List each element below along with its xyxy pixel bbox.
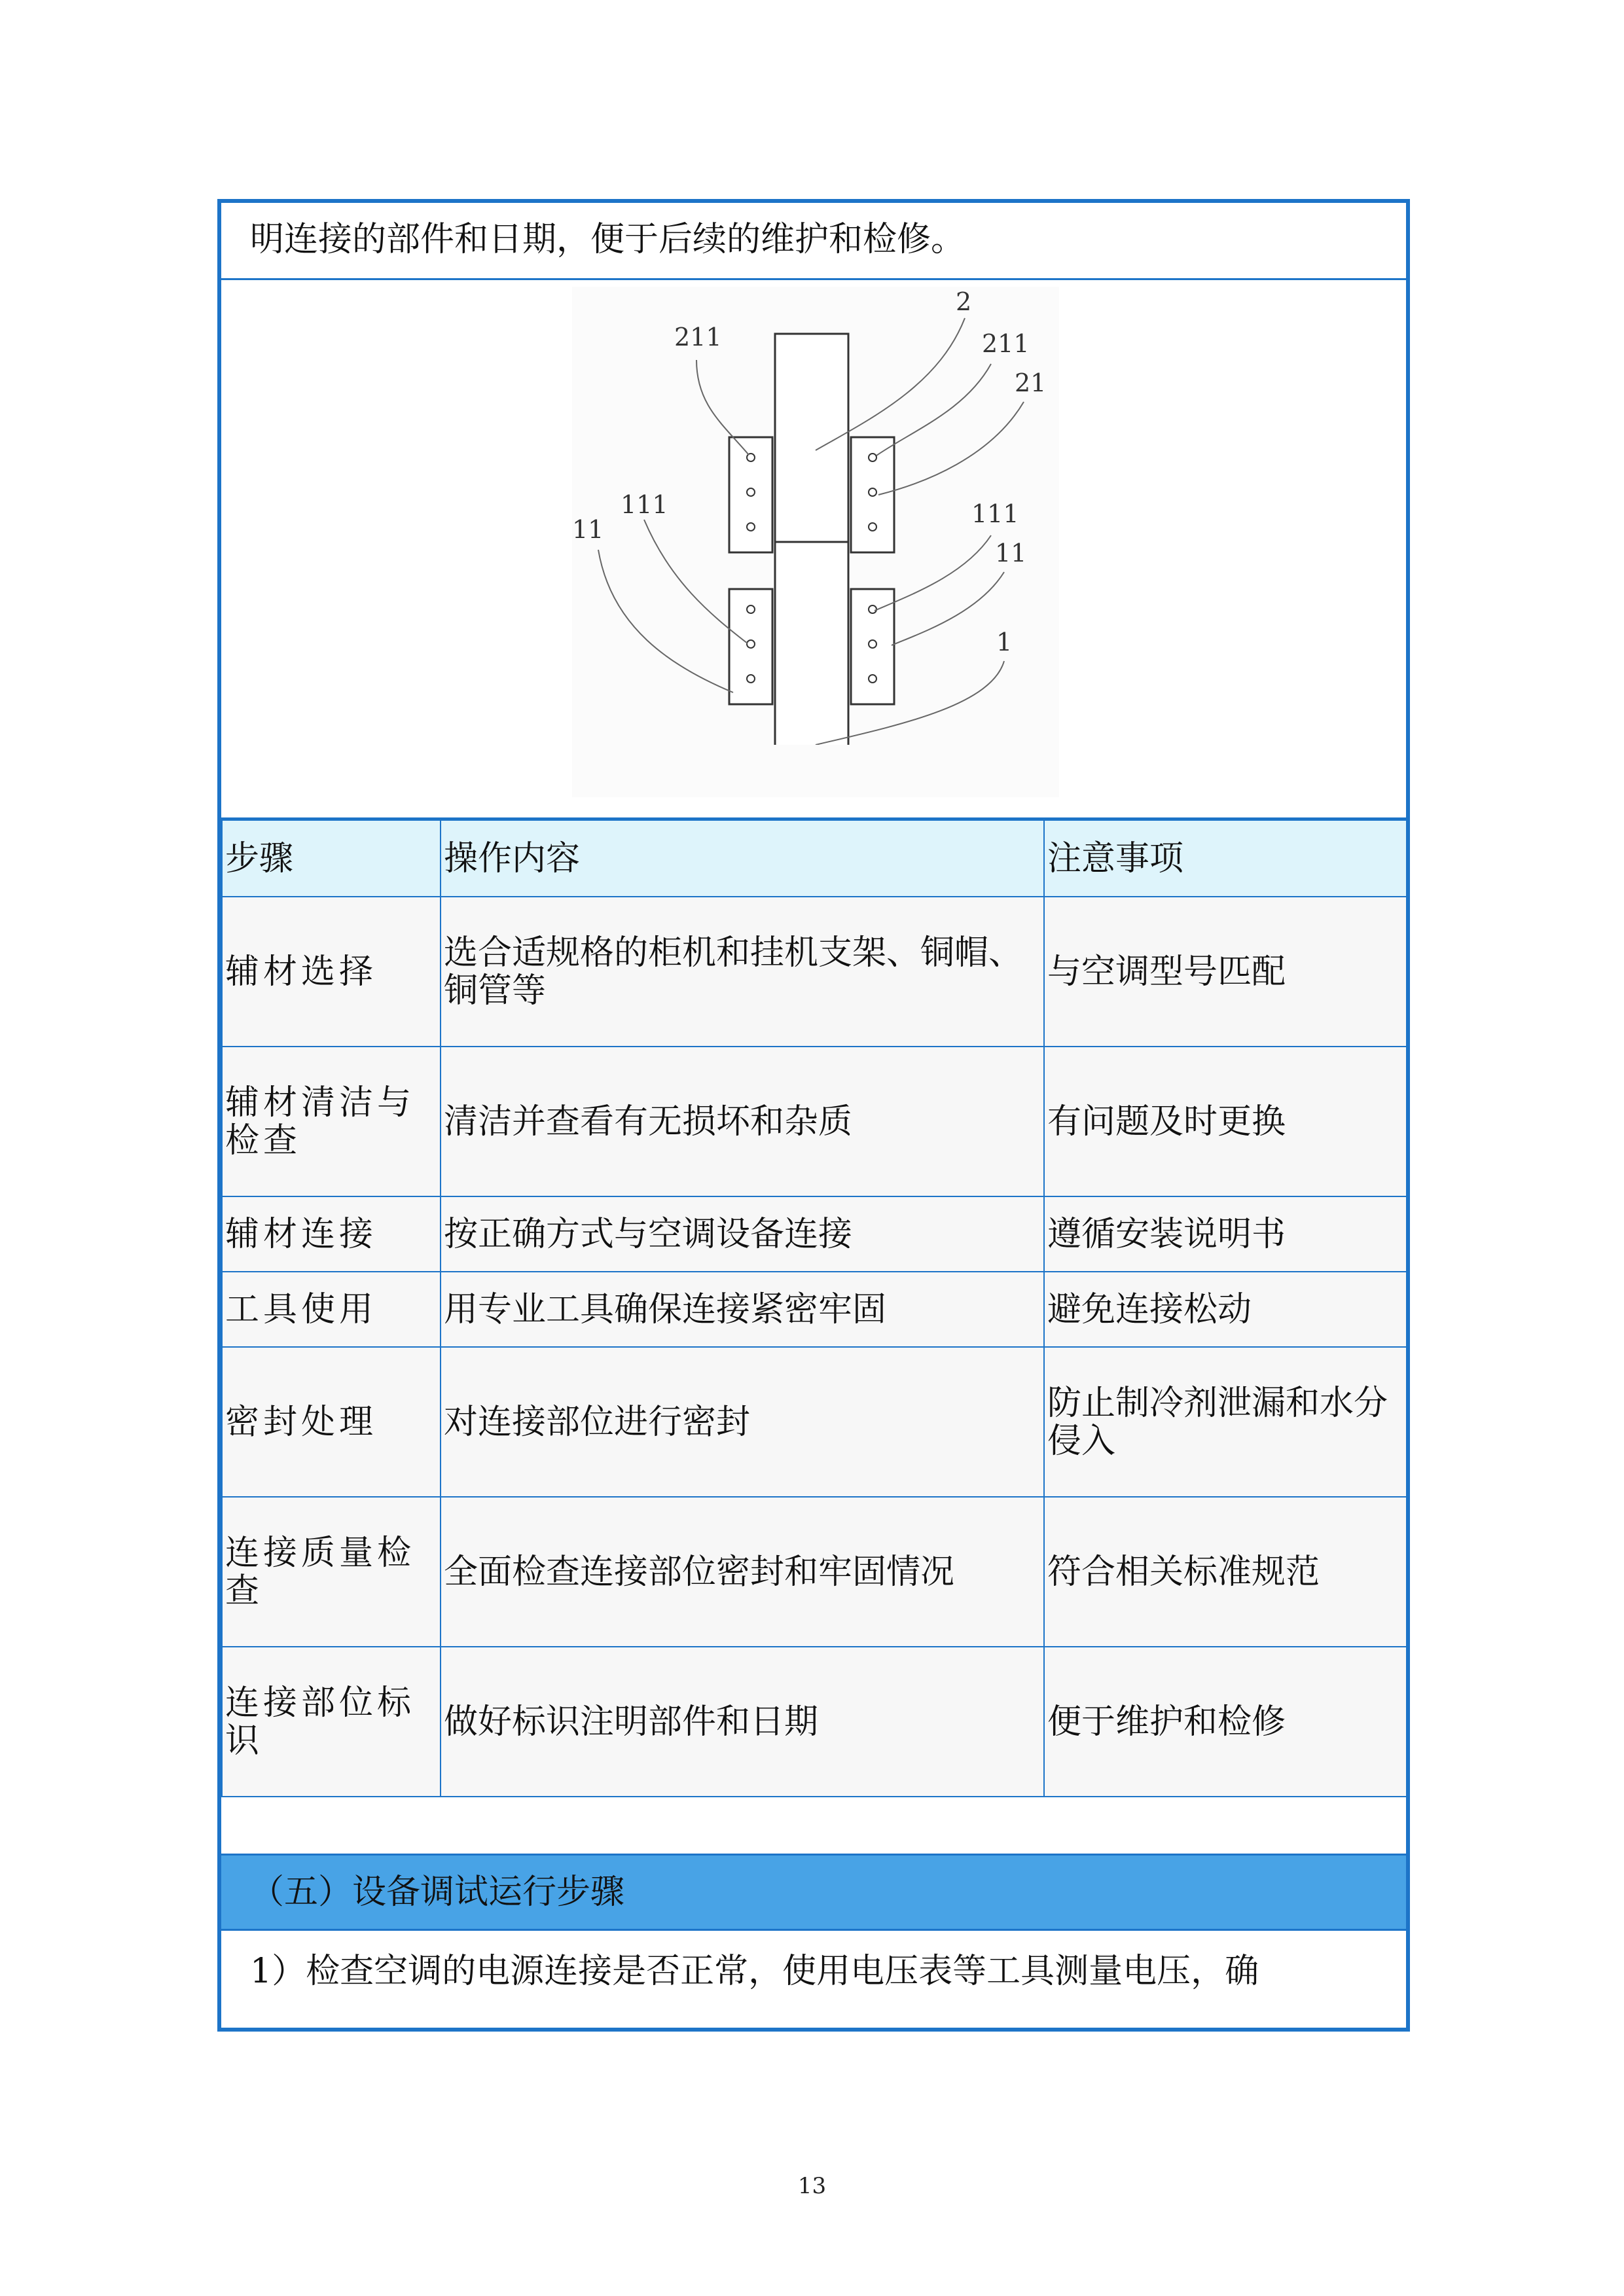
operation-cell: 清洁并查看有无损坏和杂质	[441, 1047, 1044, 1196]
label-2: 2	[956, 287, 972, 316]
table-row	[222, 897, 1407, 1047]
steps-table	[221, 819, 1407, 1797]
notes-cell: 防止制冷剂泄漏和水分侵入	[1044, 1347, 1407, 1497]
operation-cell: 对连接部位进行密封	[441, 1347, 1044, 1497]
notes-cell: 符合相关标准规范	[1044, 1497, 1407, 1647]
notes-cell: 便于维护和检修	[1044, 1647, 1407, 1797]
label-211-right: 211	[982, 329, 1030, 358]
label-111-left: 111	[621, 490, 668, 519]
operation-cell: 选合适规格的柜机和挂机支架、铜帽、铜管等	[441, 897, 1044, 1047]
label-11-right: 11	[995, 539, 1027, 567]
notes-cell: 有问题及时更换	[1044, 1047, 1407, 1196]
table-row	[222, 1497, 1407, 1647]
body-text: 1）检查空调的电源连接是否正常，使用电压表等工具测量电压，确	[250, 1952, 1259, 1991]
step-cell: 连接部位标识	[222, 1647, 441, 1797]
leader-11-right	[892, 572, 1004, 645]
page-number: 13	[797, 2173, 827, 2199]
figure-row	[221, 280, 1406, 819]
label-111-right: 111	[971, 499, 1019, 528]
step-cell: 工具使用	[222, 1272, 441, 1347]
table-row	[222, 1647, 1407, 1797]
step-cell: 辅材连接	[222, 1196, 441, 1272]
label-211-left: 211	[674, 323, 722, 351]
table-header-row	[222, 820, 1407, 897]
table-row	[222, 1347, 1407, 1497]
operation-cell: 用专业工具确保连接紧密牢固	[441, 1272, 1044, 1347]
label-11-left: 11	[572, 515, 604, 544]
header-notes: 注意事项	[1044, 820, 1407, 897]
lower-pipe-1	[775, 542, 848, 745]
notes-cell: 避免连接松动	[1044, 1272, 1407, 1347]
header-step: 步骤	[222, 820, 441, 897]
body-text-row	[221, 1931, 1406, 2028]
label-1: 1	[996, 628, 1013, 656]
leader-21	[878, 402, 1024, 495]
label-21: 21	[1015, 368, 1047, 397]
operation-cell: 全面检查连接部位密封和牢固情况	[441, 1497, 1044, 1647]
continuation-row	[221, 203, 1406, 280]
operation-cell: 按正确方式与空调设备连接	[441, 1196, 1044, 1272]
table-row	[222, 1047, 1407, 1196]
continuation-text: 明连接的部件和日期，便于后续的维护和检修。	[250, 220, 965, 259]
table-row	[222, 1272, 1407, 1347]
connection-diagram	[572, 287, 1059, 745]
document-table-frame	[217, 199, 1410, 2032]
step-cell: 辅材清洁与检查	[222, 1047, 441, 1196]
step-cell: 密封处理	[222, 1347, 441, 1497]
step-cell: 辅材选择	[222, 897, 441, 1047]
section-title: （五）设备调试运行步骤	[250, 1873, 625, 1912]
notes-cell: 遵循安装说明书	[1044, 1196, 1407, 1272]
header-operation: 操作内容	[441, 820, 1044, 897]
operation-cell: 做好标识注明部件和日期	[441, 1647, 1044, 1797]
leader-11-left	[598, 550, 733, 692]
figure	[572, 287, 1059, 808]
notes-cell: 与空调型号匹配	[1044, 897, 1407, 1047]
step-cell: 连接质量检查	[222, 1497, 441, 1647]
section-heading-row	[221, 1854, 1406, 1931]
table-row	[222, 1196, 1407, 1272]
